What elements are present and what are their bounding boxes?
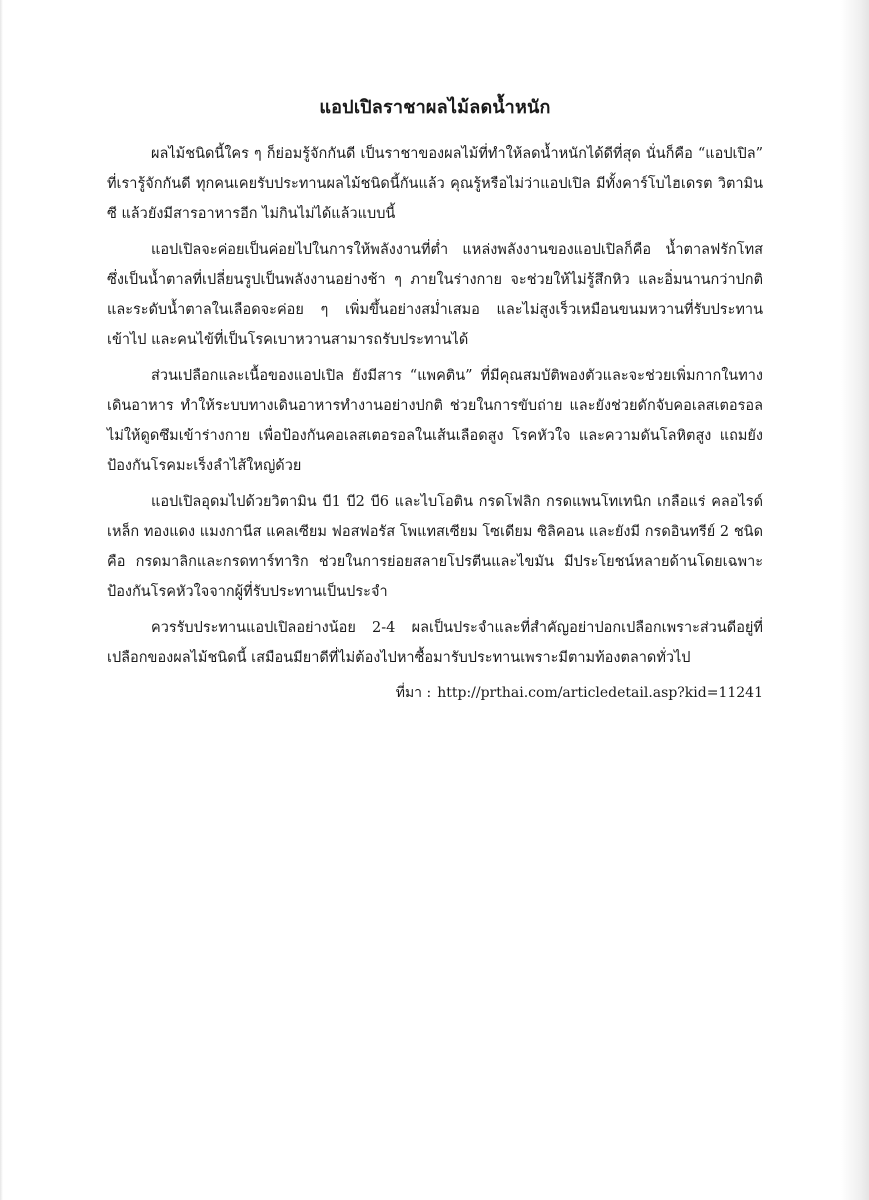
paragraph-intro: ผลไม้ชนิดนี้ใคร ๆ ก็ย่อมรู้จักกันดี เป็นราชาของผลไม้ที่ทำให้ลดน้ำหนักได้ดีที่สุด นั่นก็คือ “แอปเปิล” ที่เรารู้จักกันดี ทุกคนเคยรับประทานผลไม้ชนิดนี้กันแล้ว คุณรู้หรือไม่ว่าแอปเปิล มีทั้งคาร์โบไฮเดรต วิตามินซี แล้วยังมีสารอาหารอีก ไม่กินไม่ได้แล้วแบบนี้ <box>107 146 763 222</box>
paragraph-pectin: ส่วนเปลือกและเนื้อของแอปเปิล ยังมีสาร “แพคติน” ที่มีคุณสมบัติพองตัวและจะช่วยเพิ่มกากในทางเดินอาหาร ทำให้ระบบทางเดินอาหารทำงานอย่างปกติ ช่วยในการขับถ่าย และยังช่วยดักจับคอเลสเตอรอลไม่ให้ดูดซึมเข้าร่างกาย เพื่อป้องกันคอเลสเตอรอลในเส้นเลือดสูง โรคหัวใจ และความดันโลหิตสูง แถมยังป้องกันโรคมะเร็งลำไส้ใหญ่ด้วย <box>107 368 763 474</box>
source-citation <box>107 679 763 707</box>
paragraph-energy: แอปเปิลจะค่อยเป็นค่อยไปในการให้พลังงานที่ต่ำ แหล่งพลังงานของแอปเปิลก็คือ น้ำตาลฟรักโทส ซึ่งเป็นน้ำตาลที่เปลี่ยนรูปเป็นพลังงานอย่างช้า ๆ ภายในร่างกาย จะช่วยให้ไม่รู้สึกหิว และอิ่มนานกว่าปกติ และระดับน้ำตาลในเลือดจะค่อย ๆ เพิ่มขึ้นอย่างสม่ำเสมอ และไม่สูงเร็วเหมือนขนมหวานที่รับประทานเข้าไป และคนไข้ที่เป็นโรคเบาหวานสามารถรับประทานได้ <box>107 242 763 348</box>
paragraph-nutrients: แอปเปิลอุดมไปด้วยวิตามิน บี1 บี2 บี6 และไบโอติน กรดโฟลิก กรดแพนโทเทนิก เกลือแร่ คลอไรด์ เหล็ก ทองแดง แมงกานีส แคลเซียม ฟอสฟอรัส โพแทสเซียม โซเดียม ซิลิคอน และยังมี กรดอินทรีย์ 2 ชนิด คือ กรดมาลิกและกรดทาร์ทาริก ช่วยในการย่อยสลายโปรตีนและไขมัน มีประโยชน์หลายด้านโดยเฉพาะป้องกันโรคหัวใจจากผู้ที่รับประทานเป็นประจำ <box>107 494 763 600</box>
page-edge-left <box>0 0 3 1200</box>
source-label: ที่มา : <box>395 685 432 701</box>
paragraph-recommendation: ควรรับประทานแอปเปิลอย่างน้อย 2-4 ผลเป็นประจำและที่สำคัญอย่าปอกเปลือกเพราะส่วนดีอยู่ที่เปลือกของผลไม้ชนิดนี้ เสมือนมียาดีที่ไม่ต้องไปหาซื้อมารับประทานเพราะมีตามท้องตลาดทั่วไป <box>107 620 763 666</box>
source-url: http://prthai.com/articledetail.asp?kid=11241 <box>437 685 763 701</box>
page-edge-right <box>841 0 869 1200</box>
document-title: แอปเปิลราชาผลไม้ลดน้ำหนัก <box>319 97 551 118</box>
document-page <box>107 92 763 707</box>
